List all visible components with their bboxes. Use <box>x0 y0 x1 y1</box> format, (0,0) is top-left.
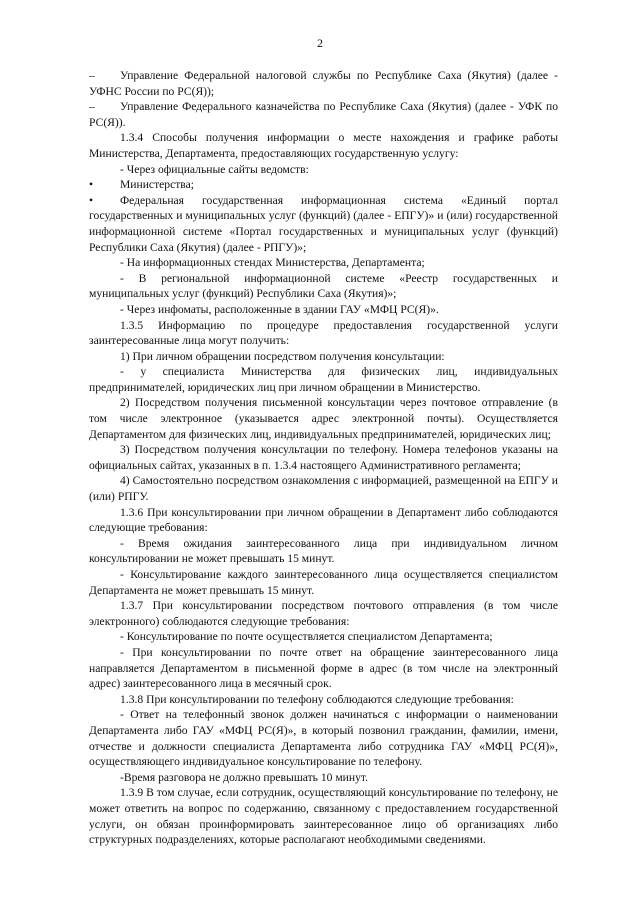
dash-marker: – <box>89 100 95 114</box>
bullet-icon: • <box>89 178 94 192</box>
paragraph-1-3-7: 1.3.7 При консультировании посредством почтового отправления (в том числе электронного) соблюдаются следующие требования: <box>89 599 558 628</box>
paragraph-1-3-4: 1.3.4 Способы получения информации о месте нахождения и графике работы Министерства, Департамента, предоставляющих государственную услугу: <box>89 131 558 160</box>
paragraph-text: Управление Федерального казначейства по Республике Саха (Якутия) (далее - УФК по РС(Я)). <box>89 100 558 129</box>
paragraph-phone: 3) Посредством получения консультации по телефону. Номера телефонов указаны на официальных сайтах, указанных в п. 1.3.4 настоящего Административного регламента; <box>89 443 558 472</box>
paragraph-ufns <box>89 68 558 99</box>
document-body <box>89 68 558 848</box>
bullet-ministry <box>89 177 558 193</box>
paragraph-ufk <box>89 99 558 130</box>
paragraph-personal: 1) При личном обращении посредством получения консультации: <box>120 349 445 363</box>
paragraph-registry: - В региональной информационной системе «Реестр государственных и муниципальных услуг (функций) Республики Саха (Якутия)»; <box>89 271 558 301</box>
paragraph-call-answer: - Ответ на телефонный звонок должен начинаться с информации о наименовании Департамента либо ГАУ «МФЦ РС(Я)», в который позвонил гражданин, фамилии, имени, отчестве и должности специалиста Департамента либо сотрудника ГАУ «МФЦ РС(Я)», осуществляющего индивидуальное консультирование по телефону. <box>89 708 558 769</box>
paragraph-call-time: -Время разговора не должно превышать 10 минут. <box>120 770 368 784</box>
bullet-text: Министерства; <box>120 178 194 192</box>
paragraph-1-3-8: 1.3.8 При консультировании по телефону соблюдаются следующие требования: <box>120 692 514 706</box>
paragraph-self: 4) Самостоятельно посредством ознакомления с информацией, размещенной на ЕПГУ и (или) РПГУ. <box>89 474 558 504</box>
paragraph-text: Управление Федеральной налоговой службы по Республике Саха (Якутия) (далее - УФНС России по РС(Я)); <box>89 69 558 98</box>
paragraph-1-3-9: 1.3.9 В том случае, если сотрудник, осуществляющий консультирование по телефону, не может ответить на вопрос по содержанию, связанному с предоставлением государственной услуги, он обязан проинформировать заинтересованное лицо об организациях либо структурных подразделениях, которые располагают необходимыми сведениями. <box>89 786 559 847</box>
paragraph-specialist: - у специалиста Министерства для физических лиц, индивидуальных предпринимателей, юридических лиц при личном обращении в Министерство. <box>89 365 558 394</box>
page-number: 2 <box>317 36 323 50</box>
paragraph-mail-reply: - При консультировании по почте ответ на обращение заинтересованного лица направляется Департаментом в письменной форме в адрес (в том числе на электронный адрес) заинтересованного лица в месячный срок. <box>89 645 558 691</box>
paragraph-written: 2) Посредством получения письменной консультации через почтовое отправление (в том числе электронное (указывается адрес электронной почты). Осуществляется Департаментом для физических лиц, индивидуальных предпринимателей, юридических лиц; <box>89 396 558 441</box>
paragraph-infomats: - Через инфоматы, расположенные в здании ГАУ «МФЦ РС(Я)». <box>120 302 439 316</box>
bullet-icon: • <box>89 193 94 207</box>
paragraph-stands: - На информационных стендах Министерства, Департамента; <box>120 256 425 270</box>
bullet-text: Федеральная государственная информационная система «Единый портал государственных и муниципальных услуг (функций) (далее - ЕПГУ)» и (или) государственной информационной системе «Портал государственных и муниципальных услуг (функций) Республики Саха (Якутия) (далее - РПГУ)»; <box>89 193 558 254</box>
paragraph-sites: - Через официальные сайты ведомств: <box>120 162 309 176</box>
paragraph-1-3-5: 1.3.5 Информацию по процедуре предоставления государственной услуги заинтересованные лица могут получить: <box>89 318 558 348</box>
bullet-epgu <box>89 193 558 255</box>
dash-marker: – <box>89 69 95 82</box>
paragraph-mail-specialist: - Консультирование по почте осуществляется специалистом Департамента; <box>120 630 493 644</box>
paragraph-consult-time: - Консультирование каждого заинтересованного лица осуществляется специалистом Департамента не может превышать 15 минут. <box>89 568 558 597</box>
paragraph-1-3-6: 1.3.6 При консультировании при личном обращении в Департамент либо соблюдаются следующие требования: <box>89 505 558 535</box>
paragraph-wait-time: - Время ожидания заинтересованного лица при индивидуальном личном консультировании не может превышать 15 минут. <box>89 536 558 566</box>
